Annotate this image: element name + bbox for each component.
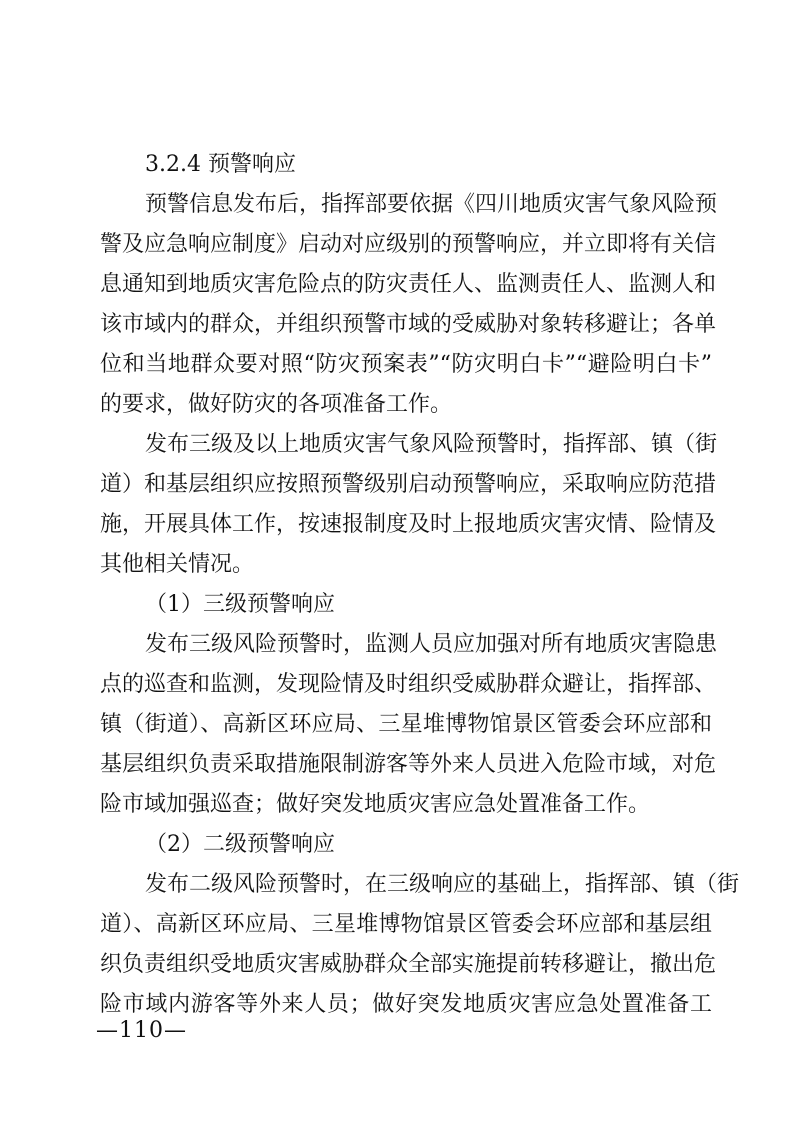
document-body xyxy=(100,145,740,1025)
level3-line-3: 镇（街道）、高新区环应局、三星堆博物馆景区管委会环应部和 xyxy=(100,712,712,737)
paragraph-1-line-3: 息通知到地质灾害危险点的防灾责任人、监测责任人、监测人和 xyxy=(100,272,717,297)
paragraph-1-line-6: 的要求，做好防灾的各项准备工作。 xyxy=(100,392,453,417)
paragraph-1-line-1: 预警信息发布后，指挥部要依据《四川地质灾害气象风险预 xyxy=(145,192,718,217)
level3-line-2: 点的巡查和监测，发现险情及时组织受威胁群众避让，指挥部、 xyxy=(100,672,717,697)
paragraph-1-line-2: 警及应急响应制度》启动对应级别的预警响应，并立即将有关信 xyxy=(100,232,717,257)
level2-line-1: 发布二级风险预警时，在三级响应的基础上，指挥部、镇（街 xyxy=(145,872,740,897)
paragraph-2-line-4: 其他相关情况。 xyxy=(100,552,255,577)
level2-heading: （2）二级预警响应 xyxy=(145,832,335,857)
level3-line-1: 发布三级风险预警时，监测人员应加强对所有地质灾害隐患 xyxy=(145,632,718,657)
level2-line-2: 道）、高新区环应局、三星堆博物馆景区管委会环应部和基层组 xyxy=(100,912,712,937)
paragraph-2-line-2: 道）和基层组织应按照预警级别启动预警响应，采取响应防范措 xyxy=(100,472,717,497)
level2-line-3: 织负责组织受地质灾害威胁群众全部实施提前转移避让，撤出危 xyxy=(100,952,717,977)
paragraph-2-line-3: 施，开展具体工作，按速报制度及时上报地质灾害灾情、险情及 xyxy=(100,512,717,537)
section-heading: 3.2.4 预警响应 xyxy=(145,152,296,177)
level3-heading: （1）三级预警响应 xyxy=(145,592,335,617)
level3-line-4: 基层组织负责采取措施限制游客等外来人员进入危险市域，对危 xyxy=(100,752,717,777)
paragraph-1-line-4: 该市域内的群众，并组织预警市域的受威胁对象转移避让；各单 xyxy=(100,312,717,337)
page-number: —110— xyxy=(96,1018,187,1043)
level2-line-4: 险市域内游客等外来人员；做好突发地质灾害应急处置准备工 xyxy=(100,992,712,1017)
paragraph-2-line-1: 发布三级及以上地质灾害气象风险预警时，指挥部、镇（街 xyxy=(145,432,718,457)
paragraph-1-line-5: 位和当地群众要对照“防灾预案表”“防灾明白卡”“避险明白卡” xyxy=(100,352,712,377)
level3-line-5: 险市域加强巡查；做好突发地质灾害应急处置准备工作。 xyxy=(100,792,651,817)
